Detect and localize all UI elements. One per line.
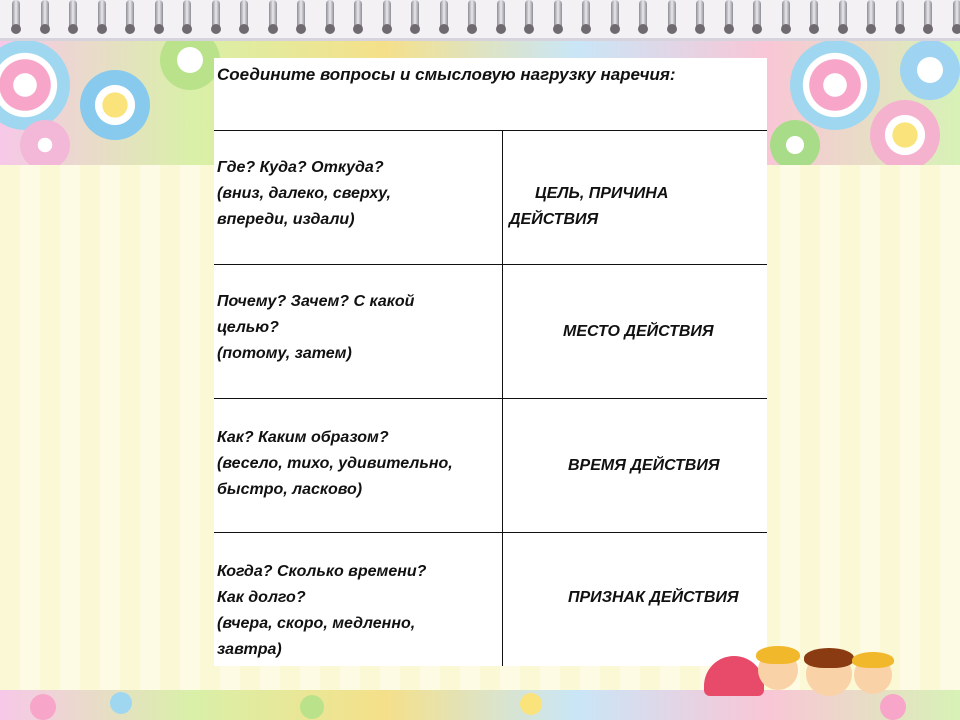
spiral-ring-icon [440, 0, 448, 30]
question-text: Где? Куда? Откуда? (вниз, далеко, сверху, впереди, издали) [217, 159, 391, 228]
spiral-ring-icon [525, 0, 533, 30]
answer-cell [503, 399, 767, 532]
spiral-ring-icon [383, 0, 391, 30]
spiral-ring-icon [896, 0, 904, 30]
spiral-ring-icon [668, 0, 676, 30]
spiral-ring-icon [953, 0, 960, 30]
spiral-ring-icon [867, 0, 875, 30]
spiral-ring-icon [497, 0, 505, 30]
spiral-ring-icon [725, 0, 733, 30]
spiral-ring-icon [212, 0, 220, 30]
question-cell [214, 533, 503, 666]
spiral-ring-icon [326, 0, 334, 30]
answer-text: ПРИЗНАК ДЕЙСТВИЯ [568, 589, 739, 606]
question-cell [214, 265, 503, 398]
spiral-ring-icon [782, 0, 790, 30]
spiral-ring-icon [810, 0, 818, 30]
table-row [214, 131, 767, 265]
kid-hair-icon [852, 652, 894, 668]
question-text: Когда? Сколько времени? Как долго? (вчера, скоро, медленно, завтра) [217, 563, 427, 658]
answer-text: ДЕЙСТВИЯ [509, 211, 599, 228]
spiral-ring-icon [611, 0, 619, 30]
table-row [214, 533, 767, 666]
spiral-ring-icon [468, 0, 476, 30]
table-row [214, 265, 767, 399]
spiral-ring-icon [98, 0, 106, 30]
question-cell [214, 131, 503, 264]
spiral-ring-icon [354, 0, 362, 30]
answer-text: МЕСТО ДЕЙСТВИЯ [563, 323, 714, 340]
question-cell [214, 399, 503, 532]
spiral-ring-icon [753, 0, 761, 30]
spiral-ring-icon [554, 0, 562, 30]
spiral-ring-icon [126, 0, 134, 30]
spiral-ring-icon [183, 0, 191, 30]
answer-cell [503, 533, 767, 666]
kid-hair-icon [756, 646, 800, 664]
spiral-ring-icon [240, 0, 248, 30]
answer-cell [503, 265, 767, 398]
matching-table [214, 58, 767, 666]
question-text: Почему? Зачем? С какой целью? (потому, затем) [217, 293, 415, 362]
table-row [214, 399, 767, 533]
answer-text: ЦЕЛЬ, ПРИЧИНА [535, 185, 669, 202]
answer-text: ВРЕМЯ ДЕЙСТВИЯ [568, 457, 720, 474]
spiral-ring-icon [582, 0, 590, 30]
spiral-ring-icon [639, 0, 647, 30]
kid-hair-icon [804, 648, 854, 668]
question-text: Как? Каким образом? (весело, тихо, удивительно, быстро, ласково) [217, 429, 453, 498]
decorative-bottom-band [0, 690, 960, 720]
spiral-ring-icon [411, 0, 419, 30]
spiral-ring-icon [41, 0, 49, 30]
spiral-ring-icon [839, 0, 847, 30]
table-header-row [214, 58, 767, 131]
spiral-ring-icon [269, 0, 277, 30]
spiral-ring-icon [155, 0, 163, 30]
spiral-ring-icon [12, 0, 20, 30]
spiral-ring-icon [696, 0, 704, 30]
spiral-ring-icon [924, 0, 932, 30]
spiral-ring-icon [297, 0, 305, 30]
spiral-ring-icon [69, 0, 77, 30]
answer-cell [503, 131, 767, 264]
table-header: Соедините вопросы и смысловую нагрузку наречия: [217, 65, 676, 84]
